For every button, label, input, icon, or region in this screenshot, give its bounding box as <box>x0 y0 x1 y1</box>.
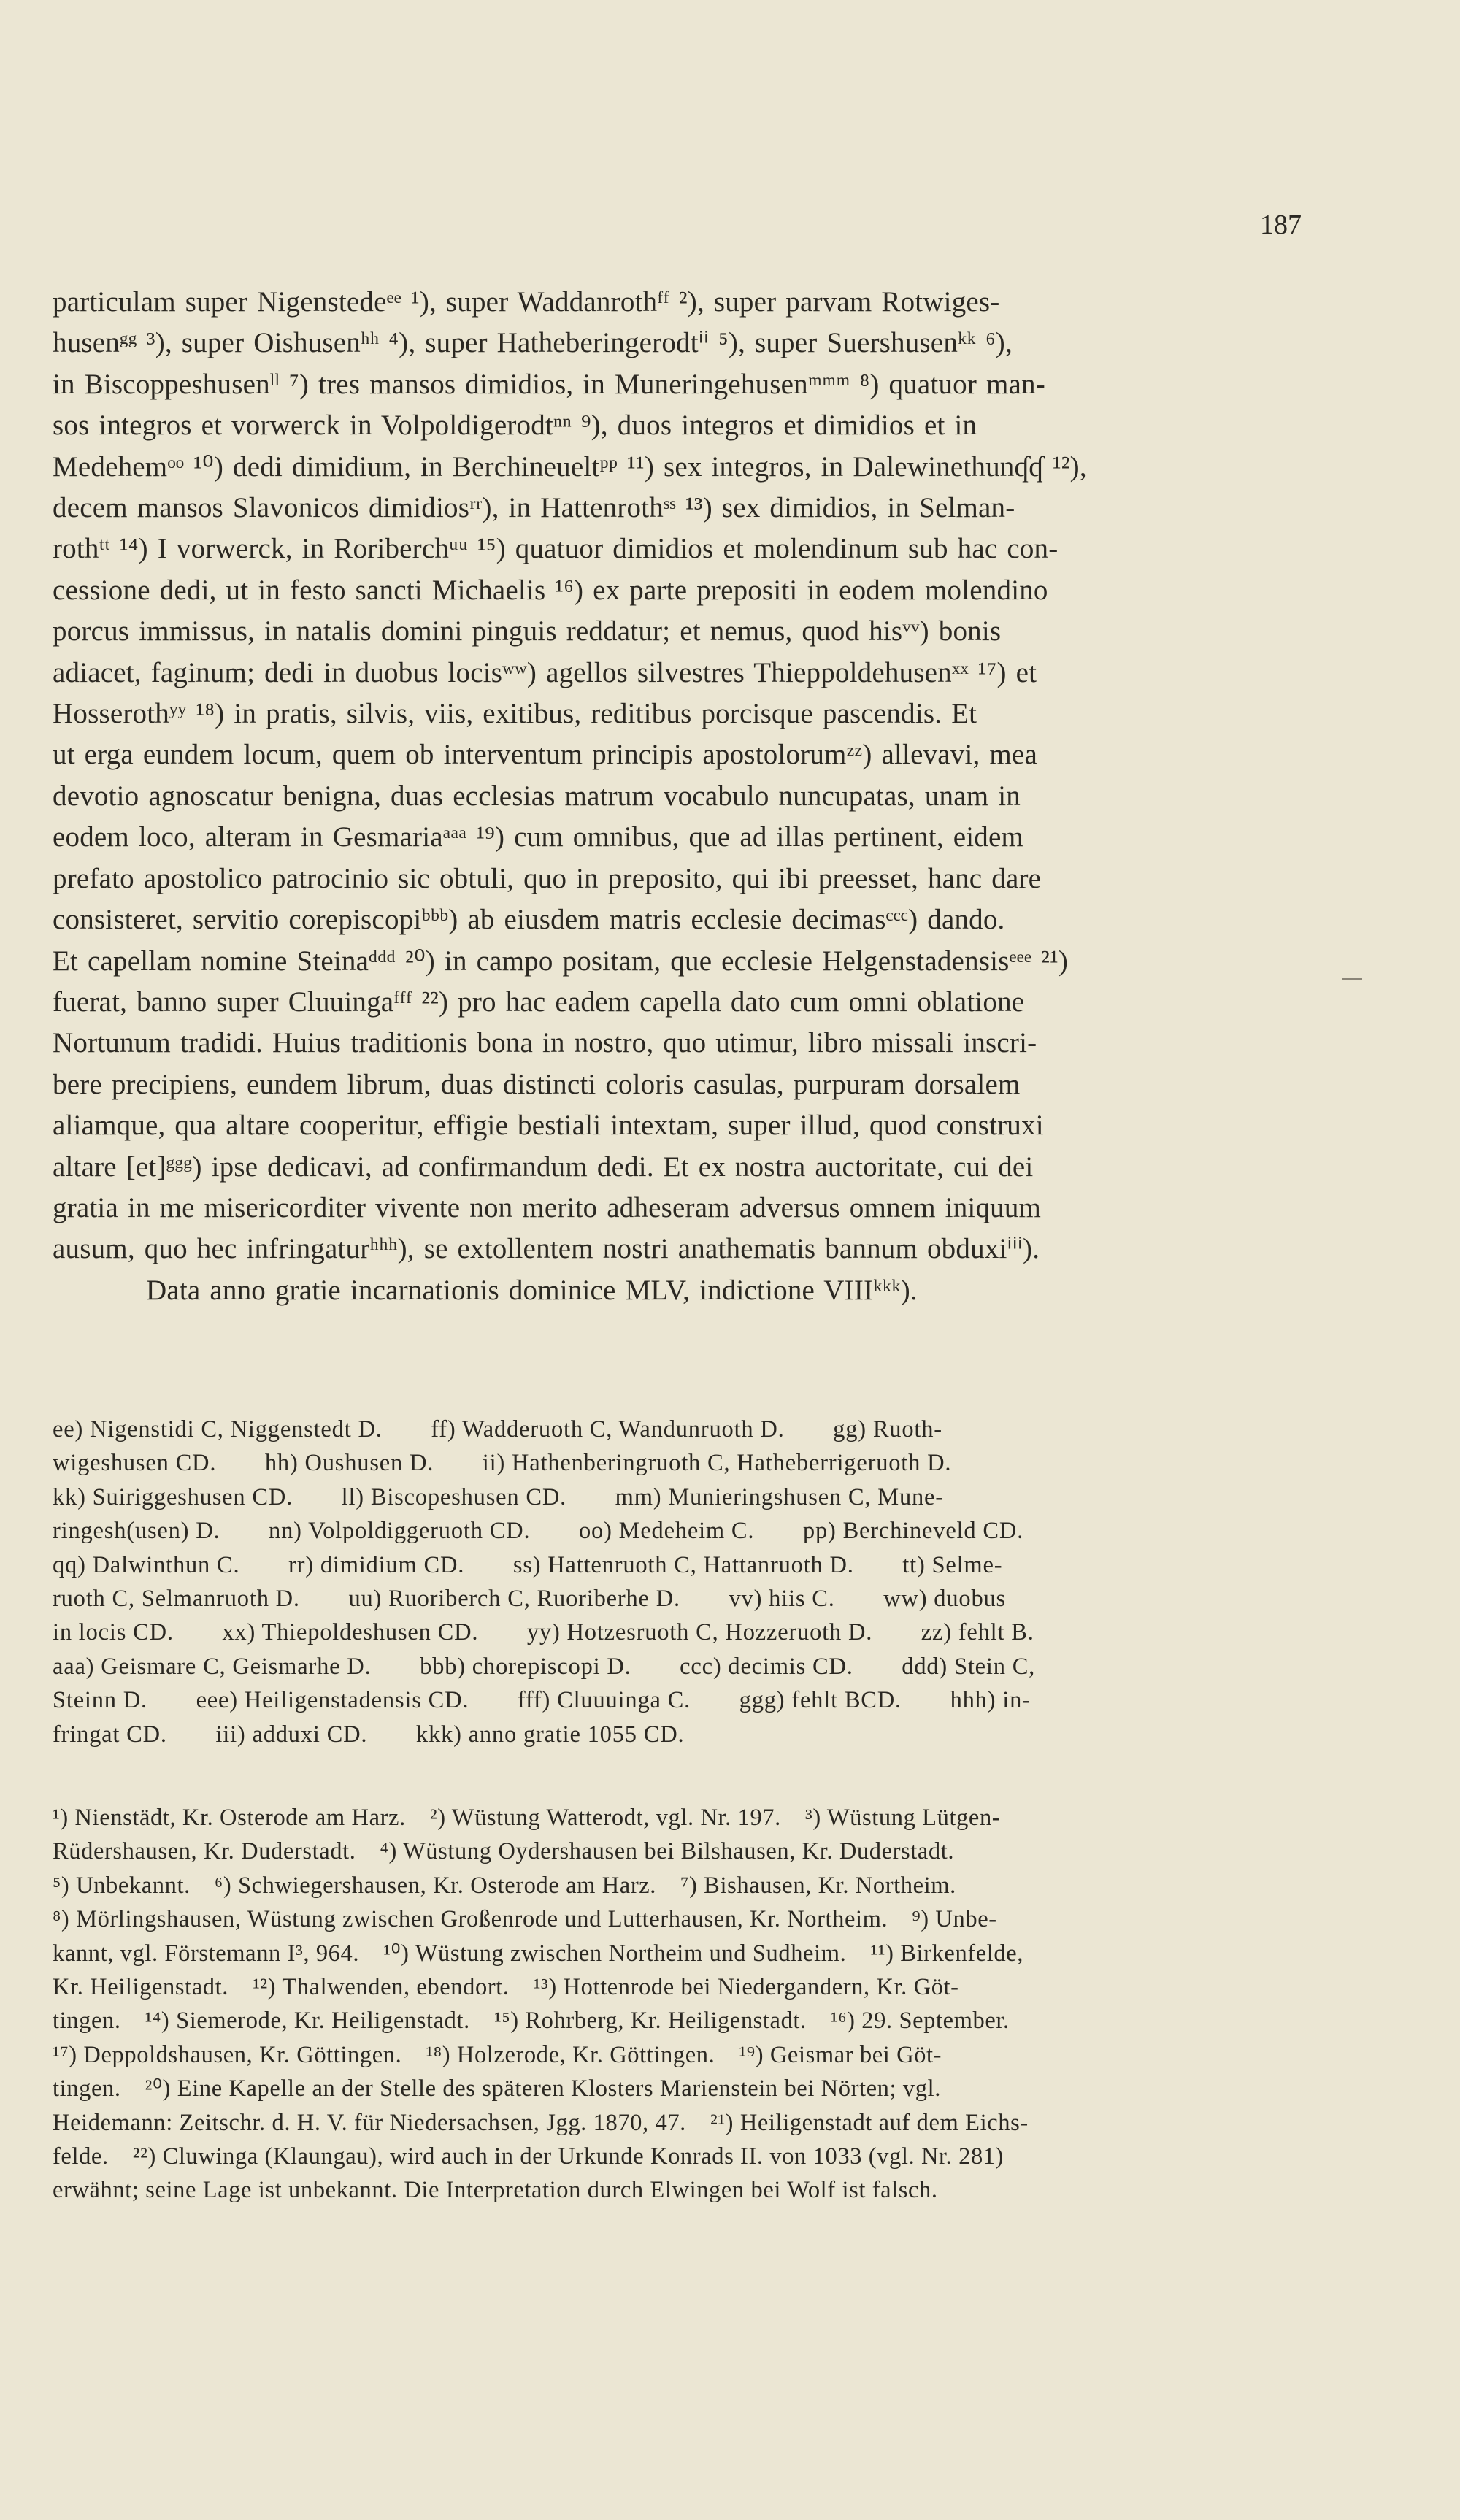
text-line: Nortunum tradidi. Huius traditionis bona in nostro, quo utimur, libro missali inscri- <box>53 1027 1037 1059</box>
text-line: in Biscoppeshusenˡˡ ⁷) tres mansos dimidios, in Muneringehusenᵐᵐᵐ ⁸) quatuor man- <box>53 368 1045 400</box>
text-line: consisteret, servitio corepiscopiᵇᵇᵇ) ab eiusdem matris ecclesie decimasᶜᶜᶜ) dando. <box>53 904 1005 936</box>
text-line: devotio agnoscatur benigna, duas ecclesias matrum vocabulo nuncupatas, unam in <box>53 780 1021 812</box>
text-line: decem mansos Slavonicos dimidiosʳʳ), in Hattenrothˢˢ ¹³) sex dimidios, in Selman- <box>53 492 1015 524</box>
text-line: porcus immissus, in natalis domini pinguis reddatur; et nemus, quod hisᵛᵛ) bonis <box>53 615 1002 648</box>
charter-paragraph <box>53 282 1308 1311</box>
text-line: ut erga eundem locum, quem ob interventum principis apostolorumᶻᶻ) allevavi, mea <box>53 739 1037 771</box>
critical-apparatus <box>53 1413 1308 1751</box>
text-line: aliamque, qua altare cooperitur, effigie bestiali intextam, super illud, quod construxi <box>53 1110 1044 1142</box>
text-line: gratia in me misericorditer vivente non merito adheseram adversus omnem iniquum <box>53 1191 1042 1223</box>
text-line: bere precipiens, eundem librum, duas distincti coloris casulas, purpuram dorsalem <box>53 1068 1021 1100</box>
apparatus-line: ruoth C, Selmanruoth D. uu) Ruoriberch C, Ruoriberhe D. vv) hiis C. ww) duobus <box>53 1586 1007 1613</box>
text-line: prefato apostolico patrocinio sic obtuli, quo in preposito, qui ibi preesset, hanc dare <box>53 862 1042 894</box>
text-line: sos integros et vorwerck in Volpoldigerodtⁿⁿ ⁹), duos integros et dimidios et in <box>53 410 977 442</box>
footnote-line: ⁸) Mörlingshausen, Wüstung zwischen Großenrode und Lutterhausen, Kr. Northeim. ⁹) Unbe- <box>53 1906 997 1933</box>
apparatus-line: fringat CD. iii) adduxi CD. kkk) anno gratie 1055 CD. <box>53 1721 685 1748</box>
apparatus-line: qq) Dalwinthun C. rr) dimidium CD. ss) Hattenruoth C, Hattanruoth D. tt) Selme- <box>53 1551 1003 1578</box>
footnote-line: erwähnt; seine Lage ist unbekannt. Die Interpretation durch Elwingen bei Wolf ist falsch. <box>53 2177 938 2204</box>
dating-line: Data anno gratie incarnationis dominice MLV, indictione VIIIᵏᵏᵏ). <box>146 1274 918 1306</box>
page-number: 187 <box>1260 210 1302 240</box>
apparatus-line: Steinn D. eee) Heiligenstadensis CD. fff) Cluuuinga C. ggg) fehlt BCD. hhh) in- <box>53 1687 1031 1714</box>
text-line: fuerat, banno super Cluuingaᶠᶠᶠ ²²) pro hac eadem capella dato cum omni oblatione <box>53 986 1025 1018</box>
footnote-line: Kr. Heiligenstadt. ¹²) Thalwenden, ebendort. ¹³) Hottenrode bei Niedergandern, Kr. Göt- <box>53 1974 959 2001</box>
footnote-line: Heidemann: Zeitschr. d. H. V. für Niedersachsen, Jgg. 1870, 47. ²¹) Heiligenstadt auf dem Eichs- <box>53 2109 1029 2136</box>
text-line: ausum, quo hec infringaturʰʰʰ), se extollentem nostri anathematis bannum obduxiⁱⁱⁱ). <box>53 1233 1040 1265</box>
footnote-line: tingen. ²⁰) Eine Kapelle an der Stelle des späteren Klosters Marienstein bei Nörten; vgl. <box>53 2075 941 2102</box>
apparatus-line: in locis CD. xx) Thiepoldeshusen CD. yy) Hotzesruoth C, Hozzeruoth D. zz) fehlt B. <box>53 1619 1034 1646</box>
text-line: Medehemᵒᵒ ¹⁰) dedi dimidium, in Berchineueltᵖᵖ ¹¹) sex integros, in Dalewinethunʠʠ ¹²), <box>53 450 1087 483</box>
footnote-line: felde. ²²) Cluwinga (Klaungau), wird auch in der Urkunde Konrads II. von 1033 (vgl. Nr. 281) <box>53 2143 1004 2170</box>
apparatus-line: kk) Suiriggeshusen CD. ll) Biscopeshusen CD. mm) Munieringshusen C, Mune- <box>53 1483 944 1510</box>
footnote-line: kannt, vgl. Förstemann I³, 964. ¹⁰) Wüstung zwischen Northeim und Sudheim. ¹¹) Birkenfelde, <box>53 1940 1023 1967</box>
text-line: husenᵍᵍ ³), super Oishusenʰʰ ⁴), super Hatheberingerodtⁱⁱ ⁵), super Suershusenᵏᵏ ⁶), <box>53 327 1013 359</box>
margin-mark <box>1342 978 1362 980</box>
footnote-line: ⁵) Unbekannt. ⁶) Schwiegershausen, Kr. Osterode am Harz. ⁷) Bishausen, Kr. Northeim. <box>53 1872 956 1899</box>
text-line: eodem loco, alteram in Gesmariaᵃᵃᵃ ¹⁹) cum omnibus, que ad illas pertinent, eidem <box>53 821 1024 853</box>
footnote-line: ¹) Nienstädt, Kr. Osterode am Harz. ²) Wüstung Watterodt, vgl. Nr. 197. ³) Wüstung Lütgen- <box>53 1805 1001 1831</box>
apparatus-line: aaa) Geismare C, Geismarhe D. bbb) chorepiscopi D. ccc) decimis CD. ddd) Stein C, <box>53 1653 1036 1680</box>
footnote-line: Rüdershausen, Kr. Duderstadt. ⁴) Wüstung Oydershausen bei Bilshausen, Kr. Duderstadt. <box>53 1838 955 1865</box>
text-line: Et capellam nomine Steinaᵈᵈᵈ ²⁰) in campo positam, que ecclesie Helgenstadensisᵉᵉᵉ ²¹) <box>53 945 1069 977</box>
apparatus-line: ee) Nigenstidi C, Niggenstedt D. ff) Wadderuoth C, Wandunruoth D. gg) Ruoth- <box>53 1416 942 1443</box>
charter-text <box>53 282 1308 1311</box>
apparatus-line: ringesh(usen) D. nn) Volpoldiggeruoth CD. oo) Medeheim C. pp) Berchineveld CD. <box>53 1518 1024 1545</box>
text-line: cessione dedi, ut in festo sancti Michaelis ¹⁶) ex parte prepositi in eodem molendino <box>53 574 1048 606</box>
footnote-line: tingen. ¹⁴) Siemerode, Kr. Heiligenstadt. ¹⁵) Rohrberg, Kr. Heiligenstadt. ¹⁶) 29. September. <box>53 2008 1010 2035</box>
text-line: Hosserothʸʸ ¹⁸) in pratis, silvis, viis, exitibus, reditibus porcisque pascendis. Et <box>53 698 977 730</box>
text-line: particulam super Nigenstedeᵉᵉ ¹), super Waddanrothᶠᶠ ²), super parvam Rotwiges- <box>53 286 1000 318</box>
text-line: adiacet, faginum; dedi in duobus locisʷʷ) agellos silvestres Thieppoldehusenˣˣ ¹⁷) et <box>53 656 1037 688</box>
apparatus-line: wigeshusen CD. hh) Oushusen D. ii) Hathenberingruoth C, Hatheberrigeruoth D. <box>53 1450 952 1477</box>
footnote-line: ¹⁷) Deppoldshausen, Kr. Göttingen. ¹⁸) Holzerode, Kr. Göttingen. ¹⁹) Geismar bei Göt- <box>53 2041 942 2068</box>
footnotes <box>53 1801 1308 2208</box>
text-line: altare [et]ᵍᵍᵍ) ipse dedicavi, ad confirmandum dedi. Et ex nostra auctoritate, cui dei <box>53 1150 1034 1183</box>
text-line: rothᵗᵗ ¹⁴) I vorwerck, in Roriberchᵘᵘ ¹⁵) quatuor dimidios et molendinum sub hac con- <box>53 533 1058 565</box>
